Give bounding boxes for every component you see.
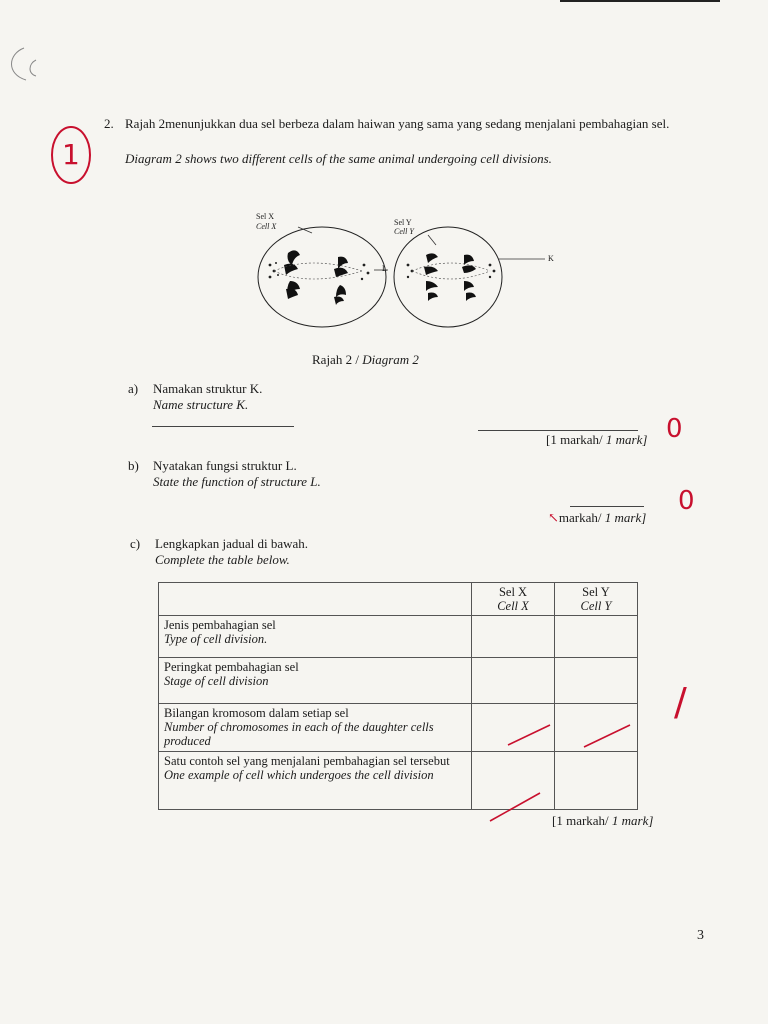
question-circle-digit: 1 (62, 138, 80, 171)
cell-y-centrioles (407, 264, 496, 279)
page-number: 3 (697, 928, 704, 943)
question-intro-ms: Rajah 2menunjukkan dua sel berbeza dalam haiwan yang sama yang sedang menjalani pembahagian sel. (125, 116, 670, 131)
label-cell-x: Cell X (256, 222, 277, 231)
row-label: Peringkat pembahagian sel Stage of cell division (159, 658, 472, 704)
cell-x-centrioles (269, 262, 370, 280)
cell-y-outline (394, 227, 502, 327)
caption-en: Diagram 2 (362, 352, 419, 367)
label-k: K (548, 254, 554, 263)
part-b-en: State the function of structure L. (153, 474, 321, 489)
answer-cell[interactable] (472, 616, 555, 658)
label-sel-x: Sel X (256, 212, 274, 221)
part-b-ms: Nyatakan fungsi struktur L. (153, 458, 297, 473)
row-label: Satu contoh sel yang menjalani pembahagian sel tersebut One example of cell which undergoes the cell division (159, 752, 472, 810)
cell-x-outline (258, 227, 386, 327)
caption-ms: Rajah 2 / (312, 352, 359, 367)
cell-y-spindle (412, 263, 490, 279)
answer-cell[interactable] (555, 616, 638, 658)
row-label: Bilangan kromosom dalam setiap sel Number of chromosomes in each of the daughter cells produced (159, 704, 472, 752)
part-a-score: 0 (666, 414, 683, 444)
table-header-cell-y: Sel Y Cell Y (555, 583, 638, 616)
label-cell-y: Cell Y (394, 227, 414, 236)
part-a-letter: a) (128, 381, 139, 396)
part-b-answer-line[interactable] (570, 506, 644, 507)
part-a-answer-line-1[interactable] (152, 426, 294, 427)
cell-x-chromosomes (284, 250, 348, 305)
answer-cell[interactable] (472, 658, 555, 704)
table-header-empty (159, 583, 472, 616)
table-row (159, 658, 638, 704)
margin-scribble (0, 40, 50, 90)
question-intro-en: Diagram 2 shows two different cells of the same animal undergoing cell divisions. (125, 151, 552, 166)
diagram-caption (312, 352, 419, 368)
table-header-row (159, 583, 638, 616)
row-label: Jenis pembahagian sel Type of cell division. (159, 616, 472, 658)
part-b-letter: b) (128, 458, 139, 473)
part-b-marks: ↖markah/ 1 mark] (548, 510, 647, 525)
top-edge-line (560, 0, 720, 2)
question-number: 2. (104, 116, 114, 131)
part-c-en: Complete the table below. (155, 552, 290, 567)
label-sel-y: Sel Y (394, 218, 412, 227)
part-c-letter: c) (130, 536, 141, 551)
part-a-en: Name structure K. (153, 397, 249, 412)
part-c-marks: [1 markah/ 1 mark] (552, 813, 654, 828)
part-a-answer-line-2[interactable] (478, 430, 638, 431)
part-c-score: / (674, 680, 687, 724)
part-a-marks: [1 markah/ 1 mark] (546, 432, 648, 447)
part-b-score: 0 (678, 486, 695, 516)
part-a-ms: Namakan struktur K. (153, 381, 263, 396)
part-c-ms: Lengkapkan jadual di bawah. (155, 536, 309, 551)
table-row (159, 616, 638, 658)
label-l: L (382, 264, 387, 273)
table-header-cell-x: Sel X Cell X (472, 583, 555, 616)
answer-cell[interactable] (555, 658, 638, 704)
